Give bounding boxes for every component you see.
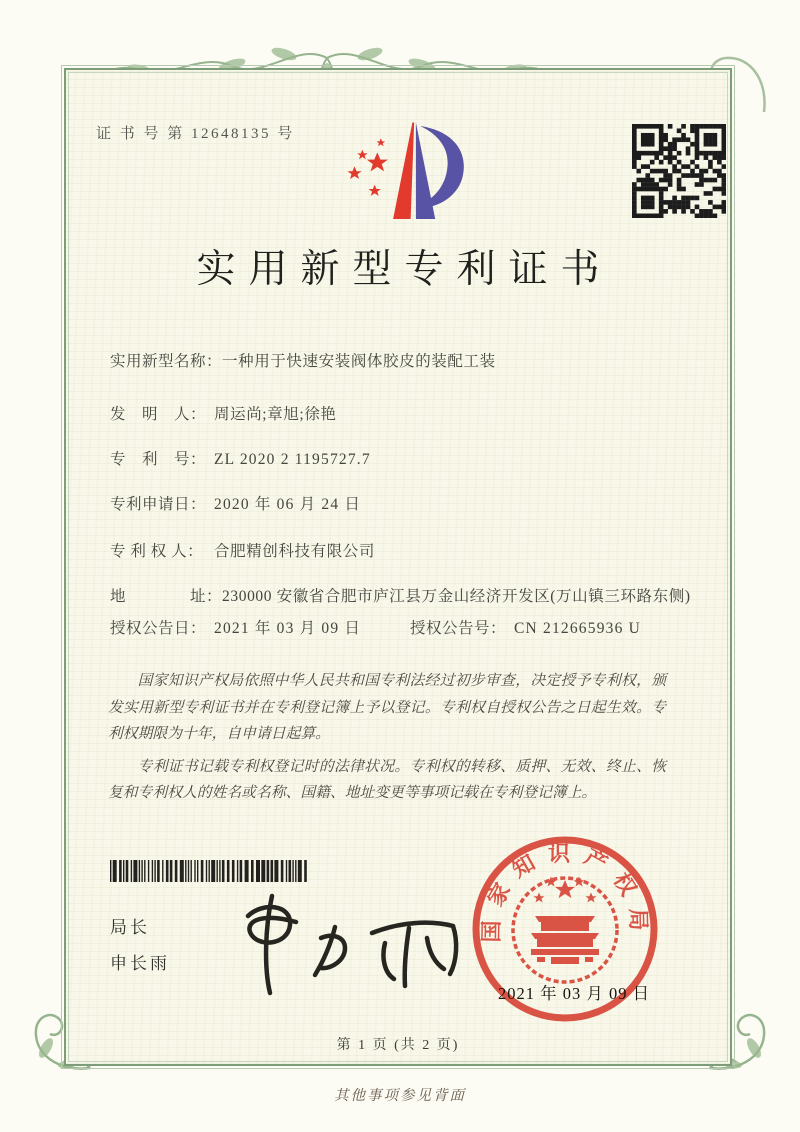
field-row-inventors [110,403,702,426]
field-row-grant [110,617,702,640]
field-value: 230000 安徽省合肥市庐江县万金山经济开发区(万山镇三环路东侧) [222,588,691,605]
field-label: 专 利 权 人： [110,543,204,560]
qr-code [632,124,726,218]
commissioner-title: 局长 [110,918,150,937]
commissioner-name: 申长雨 [110,954,170,973]
field-label: 授权公告日： [110,620,207,637]
field-row-invention-name [110,350,702,373]
legal-paragraph-1: 国家知识产权局依照中华人民共和国专利法经过初步审查，决定授予专利权，颁发实用新型专利证书并在专利登记簿上予以登记。专利权自授权公告之日起生效。专利权期限为十年，自申请日起算。 [108,673,666,742]
certificate-frame [64,68,732,1066]
field-list [110,350,702,662]
field-row-application-date [110,493,702,516]
field-label: 专利申请日： [110,496,207,513]
commissioner-block [110,913,170,985]
field-value: 周运尚;章旭;徐艳 [214,406,337,423]
seal-text: 国家知识产权局 [478,840,652,943]
field-label: 实用新型名称： [110,353,223,370]
commissioner-signature [204,880,494,1000]
field-row-patentee [110,540,702,563]
legal-text [108,668,666,813]
field-label: 专 利 号： [110,451,207,468]
certificate-title: 实用新型专利证书 [196,248,613,291]
field-value: 合肥精创科技有限公司 [214,543,376,560]
field-row-patent-number [110,448,702,471]
field-label: 地 址： [110,588,223,605]
field-value: 一种用于快速安装阀体胶皮的装配工装 [222,353,496,370]
legal-paragraph-2: 专利证书记载专利权登记时的法律状况。专利权的转移、质押、无效、终止、恢复和专利权人的姓名或名称、国籍、地址变更等事项记载在专利登记簿上。 [108,758,666,801]
page-number: 第 1 页 (共 2 页) [336,1038,460,1053]
field-row-address [110,585,702,608]
field-label-grant-number: 授权公告号： [410,620,507,637]
certificate-number: 证 书 号 第 12648135 号 [96,126,295,142]
cnipa-logo-icon [335,112,467,226]
back-side-note: 其他事项参见背面 [334,1088,466,1104]
barcode [110,860,312,882]
field-value: 2020 年 06 月 24 日 [214,496,362,513]
field-value-grant-number: CN 212665936 U [514,620,642,637]
field-value: ZL 2020 2 1195727.7 [214,451,371,468]
national-emblem-icon [513,877,617,983]
field-label: 发 明 人： [110,406,207,423]
field-value: 2021 年 03 月 09 日 [214,620,362,637]
seal-date: 2021 年 03 月 09 日 [497,984,651,1003]
